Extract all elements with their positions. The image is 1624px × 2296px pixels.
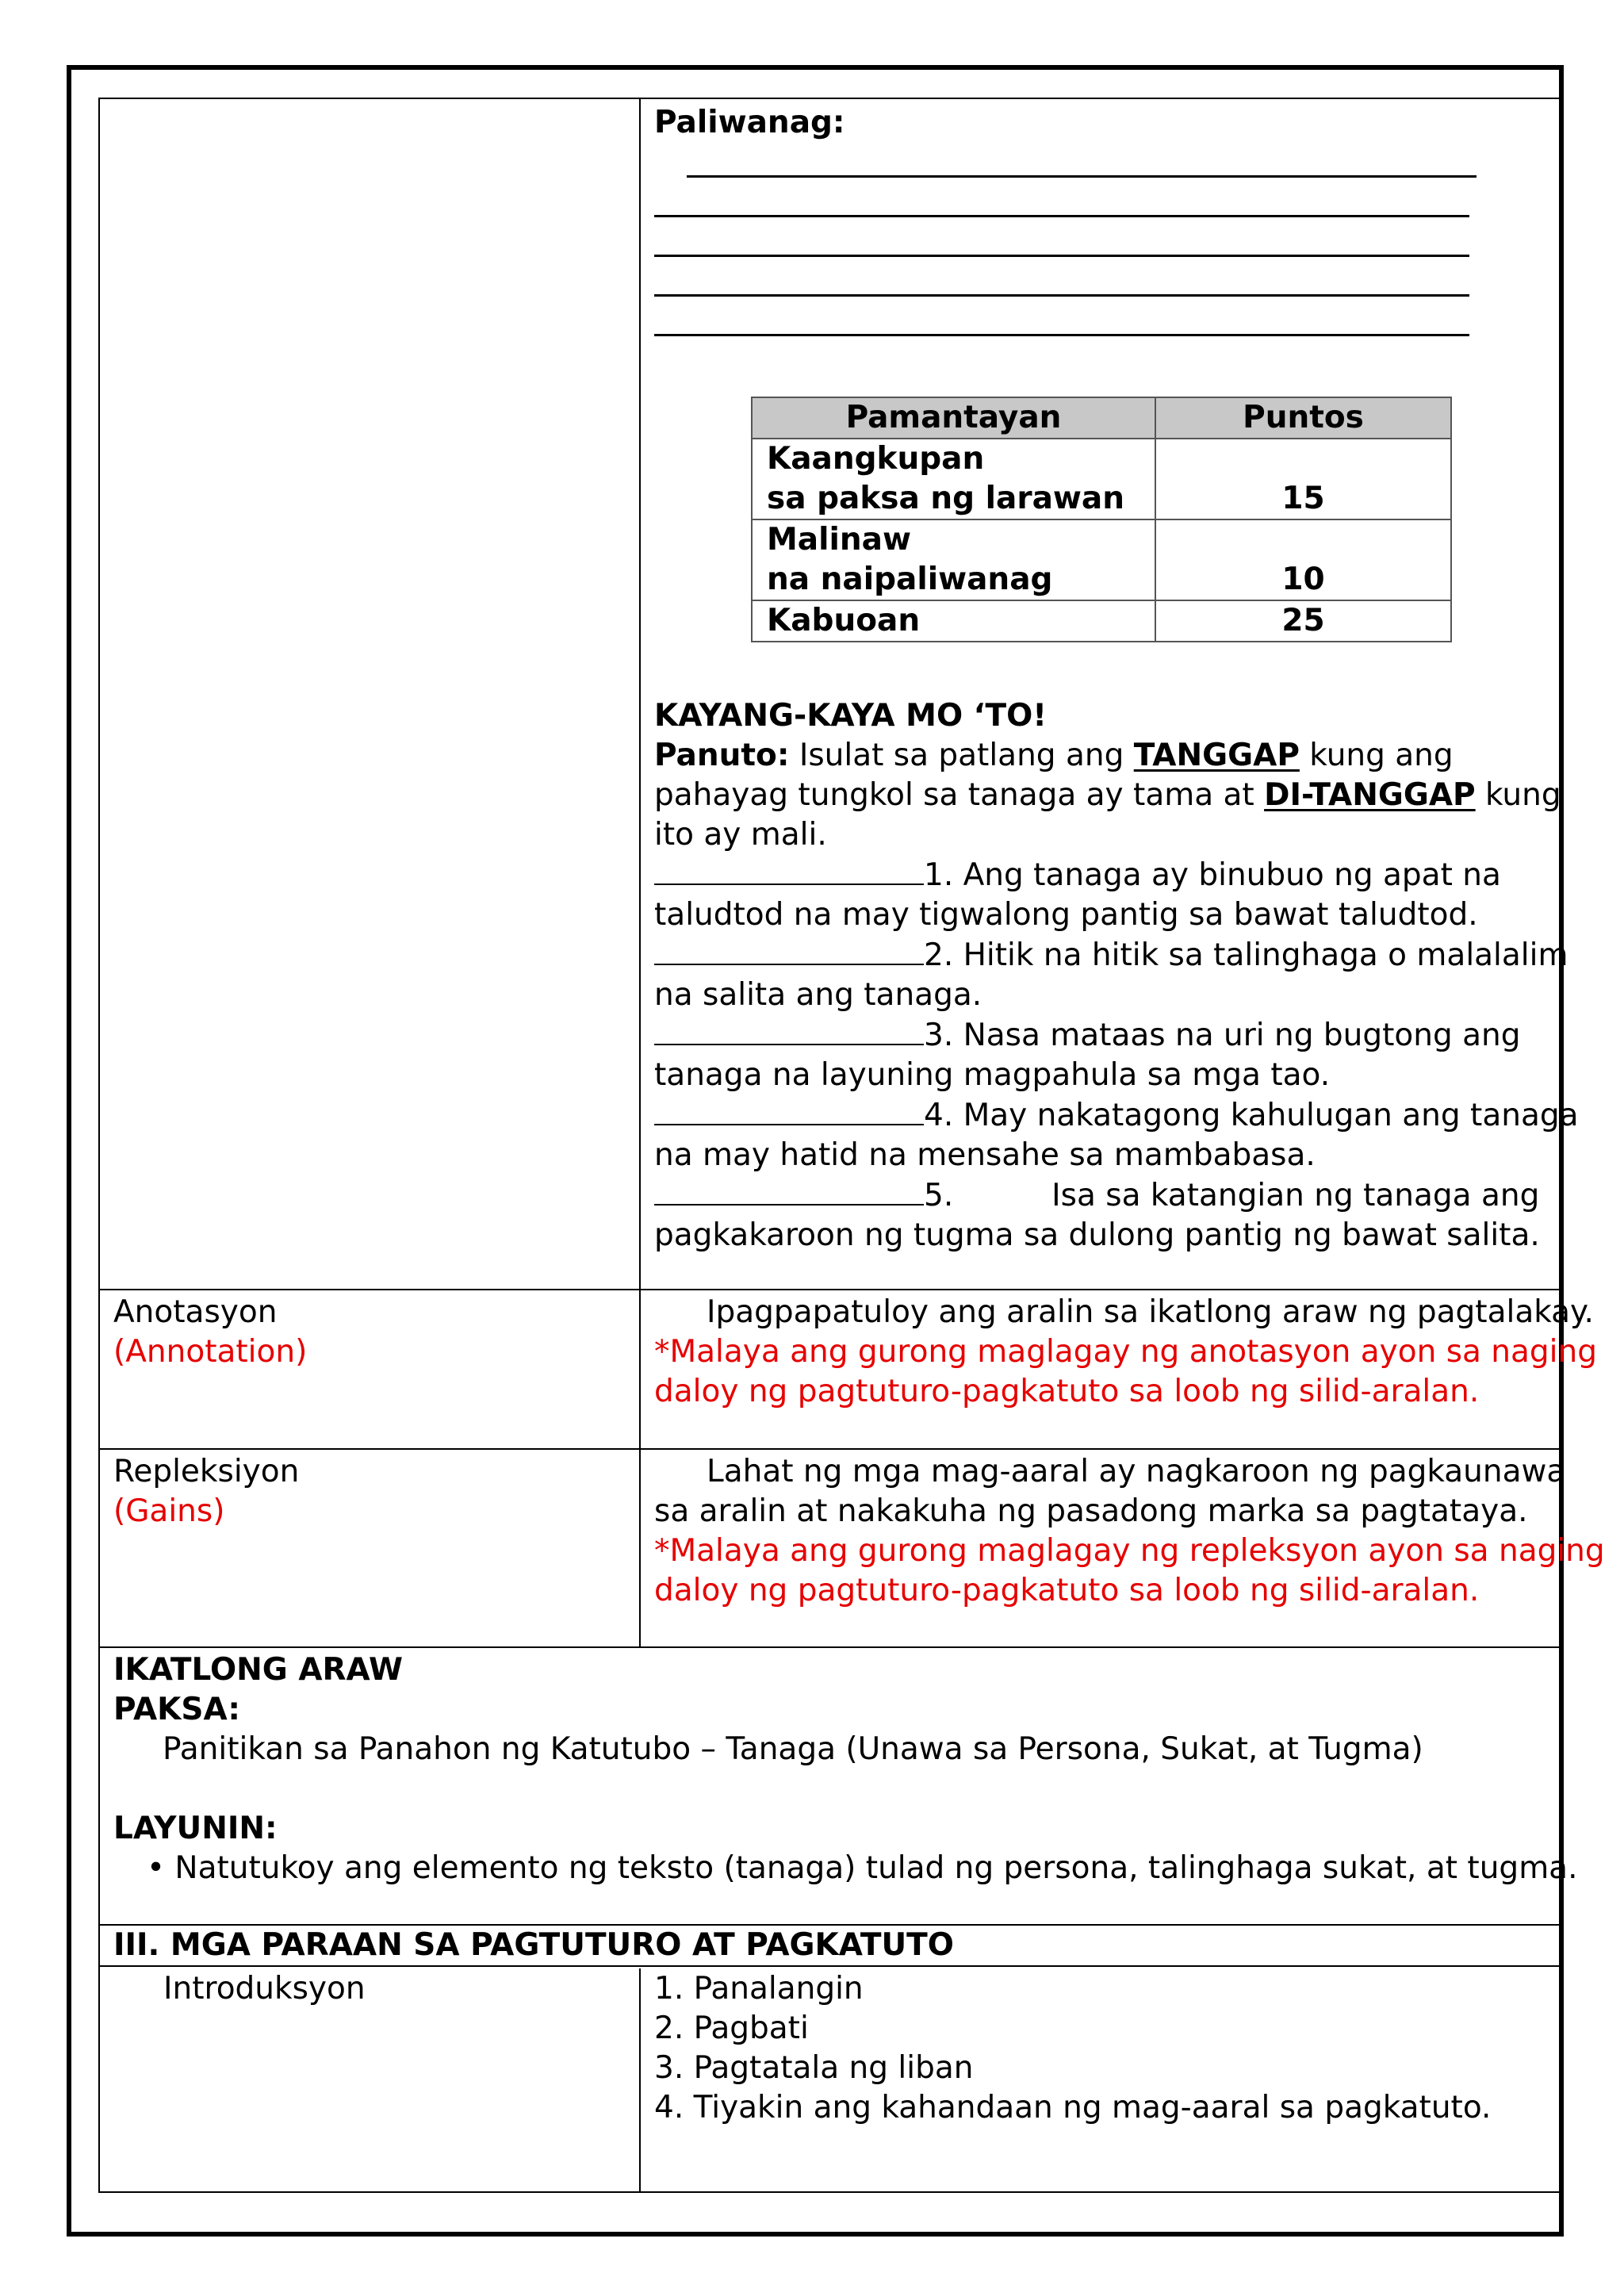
writing-line-2[interactable] [654,215,1469,217]
keyword-tanggap: TANGGAP [1133,738,1300,773]
item-text: 2. Hitik na hitik sa talinghaga o malalalim [924,937,1568,973]
item-text-cont: na salita ang tanaga. [654,977,982,1013]
repleksiyon-label-cell [113,1452,299,1531]
panuto-text: pahayag tungkol sa tanaga ay tama at [654,777,1265,813]
day3-title: IKATLONG ARAW [113,1652,403,1688]
paksa-label: PAKSA: [113,1692,240,1727]
anotasyon-label-en: (Annotation) [113,1334,308,1370]
writing-line-1[interactable] [687,175,1477,178]
answer-blank[interactable] [654,1015,924,1045]
list-item: 1. Panalangin [654,1971,864,2007]
item-text: 5. Isa sa katangian ng tanaga ang [924,1178,1540,1213]
column-divider-bottom [639,1968,641,2193]
rubric-points: 10 [1155,519,1451,600]
paliwanag-label: Paliwanag: [654,105,845,140]
answer-blank[interactable] [654,1175,924,1205]
list-item [654,855,1579,895]
repleksiyon-label: Repleksiyon [113,1454,300,1489]
bullet-icon: • [147,1850,175,1886]
panuto-text: kung ang [1299,738,1454,773]
panuto-line-3: ito ay mali. [654,817,827,853]
item-text-cont: taludtod na may tigwalong pantig sa bawat taludtod. [654,897,1478,933]
rubric-points: 15 [1155,439,1451,519]
repleksiyon-content [654,1452,1605,1611]
activity-block [654,696,1579,1255]
column-divider-top [639,98,641,1648]
repleksiyon-text: sa aralin at nakakuha ng pasadong marka sa pagtataya. [654,1493,1528,1529]
anotasyon-note: *Malaya ang gurong maglagay ng anotasyon ayon sa naging [654,1334,1597,1370]
keyword-di-tanggap: DI-TANGGAP [1264,777,1476,813]
layunin-item [113,1849,1577,1888]
panuto-text: Isulat sa patlang ang [789,738,1134,773]
list-item [654,1175,1579,1216]
list-item [654,1015,1579,1056]
anotasyon-text: Ipagpapatuloy ang aralin sa ikatlong araw ng pagtalakay. [707,1294,1594,1330]
layunin-label: LAYUNIN: [113,1811,278,1846]
answer-blank[interactable] [654,855,924,885]
answer-blank[interactable] [654,935,924,965]
rubric-criteria-line: sa paksa ng larawan [767,481,1124,516]
introduksyon-label: Introduksyon [163,1971,366,2007]
list-item: 4. Tiyakin ang kahandaan ng mag-aaral sa pagkatuto. [654,2090,1492,2125]
row-divider-day3 [98,1646,1559,1648]
anotasyon-label: Anotasyon [113,1294,278,1330]
item-text-cont: na may hatid na mensahe sa mambabasa. [654,1137,1316,1173]
panuto-label: Panuto: [654,738,790,773]
panuto-text: kung [1475,777,1561,813]
table-top-border [98,98,1559,99]
repleksiyon-note: *Malaya ang gurong maglagay ng repleksyon ayon sa naging [654,1533,1605,1569]
repleksiyon-note: daloy ng pagtuturo-pagkatuto sa loob ng silid-aralan. [654,1573,1480,1608]
panuto-line-2 [654,776,1579,815]
rubric-criteria-line: Malinaw [767,522,911,558]
anotasyon-content [654,1293,1597,1412]
row-divider-repleksiyon [98,1448,1559,1450]
rubric-header-points: Puntos [1155,397,1451,439]
writing-line-4[interactable] [654,294,1469,297]
paksa-text: Panitikan sa Panahon ng Katutubo – Tanaga (Unawa sa Persona, Sukat, at Tugma) [163,1731,1423,1767]
rubric-criteria-line: na naipaliwanag [767,562,1053,597]
rubric-criteria [752,519,1155,600]
item-text: 3. Nasa mataas na uri ng bugtong ang [924,1018,1521,1053]
item-text-cont: pagkakaroon ng tugma sa dulong pantig ng bawat salita. [654,1217,1540,1253]
list-item [654,935,1579,976]
writing-line-5[interactable] [654,334,1469,336]
activity-title: KAYANG-KAYA MO ‘TO! [654,698,1048,734]
rubric-row [752,439,1451,519]
rubric-header-criteria: Pamantayan [752,397,1155,439]
spacer [113,1769,1577,1809]
day3-block [113,1650,1577,1888]
writing-line-3[interactable] [654,255,1469,257]
list-item [654,1095,1579,1136]
anotasyon-label-cell [113,1293,307,1372]
row-divider-introduksyon [98,1965,1559,1967]
list-item: 2. Pagbati [654,2010,809,2046]
row-divider-anotasyon [98,1289,1559,1290]
rubric-criteria [752,439,1155,519]
introduksyon-list [654,1969,1491,2128]
item-text: 4. May nakatagong kahulugan ang tanaga [924,1098,1579,1133]
item-text-cont: tanaga na layuning magpahula sa mga tao. [654,1057,1331,1093]
item-text: 1. Ang tanaga ay binubuo ng apat na [924,857,1501,893]
rubric-criteria-line: Kaangkupan [767,441,985,477]
rubric-criteria: Kabuoan [752,600,1155,642]
table-bottom-border [98,2191,1559,2193]
rubric-table [751,397,1452,642]
table-left-border [98,98,100,2193]
repleksiyon-text: Lahat ng mga mag-aaral ay nagkaroon ng pagkaunawa [707,1454,1566,1489]
answer-blank[interactable] [654,1095,924,1125]
list-item: 3. Pagtatala ng liban [654,2050,974,2086]
rubric-row [752,519,1451,600]
panuto-line-1 [654,736,1579,776]
rubric-points: 25 [1155,600,1451,642]
rubric-total-row [752,600,1451,642]
layunin-text: Natutukoy ang elemento ng teksto (tanaga) tulad ng persona, talinghaga sukat, at tugma. [174,1850,1578,1886]
rubric-header-row [752,397,1451,439]
section3-title: III. MGA PARAAN SA PAGTUTURO AT PAGKATUTO [113,1927,954,1963]
repleksiyon-label-en: (Gains) [113,1493,225,1529]
anotasyon-note: daloy ng pagtuturo-pagkatuto sa loob ng silid-aralan. [654,1374,1480,1409]
